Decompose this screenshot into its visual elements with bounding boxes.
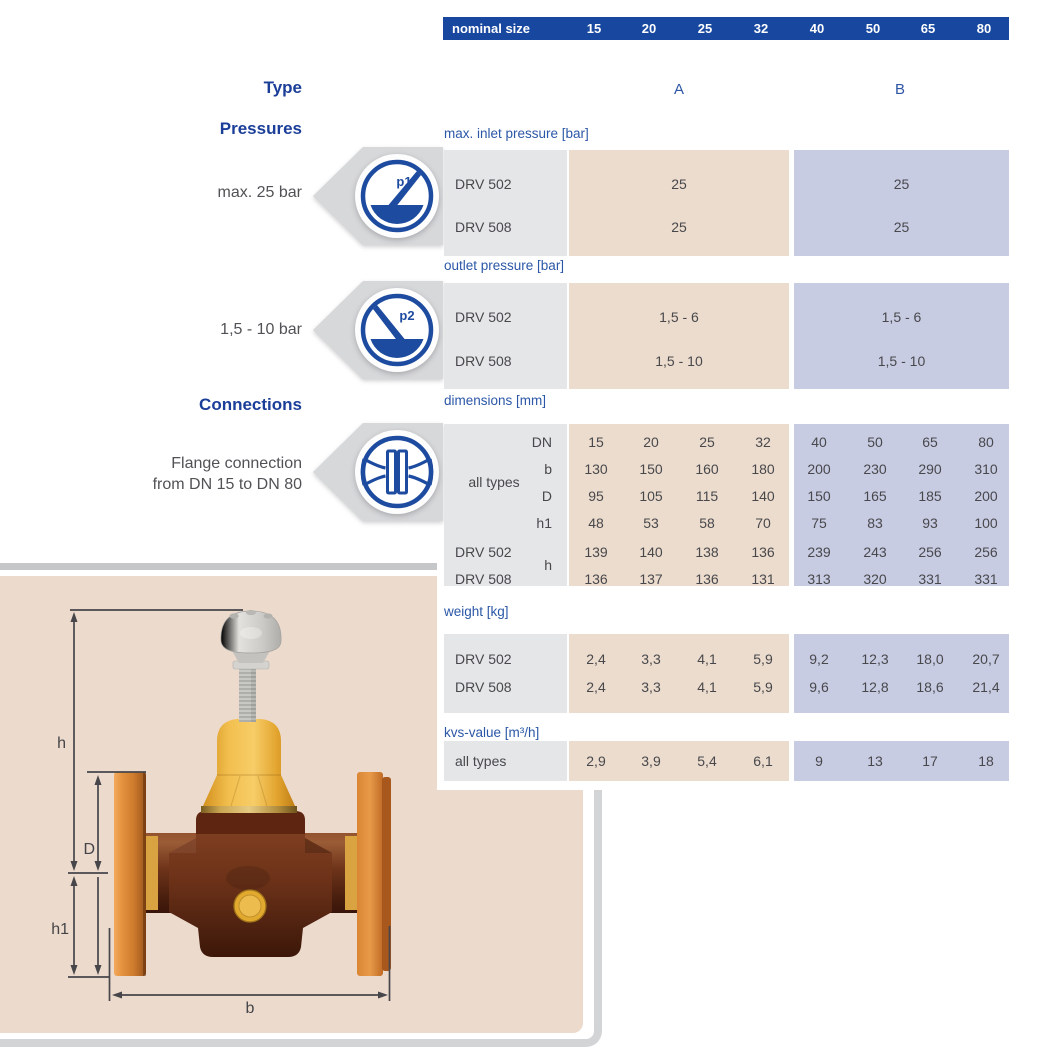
value-cell: 313 (807, 571, 831, 587)
p1-gauge-icon (307, 144, 447, 248)
row-label: DRV 502 (455, 651, 512, 667)
value-cell: 256 (918, 544, 942, 560)
value-cell: 9 (815, 753, 823, 769)
value-cell: 83 (867, 515, 883, 531)
table-row (444, 433, 1009, 451)
value-cell: 138 (695, 544, 719, 560)
type-heading: Type (263, 78, 302, 97)
nominal-size-value: 65 (920, 21, 936, 36)
value-cell: 115 (695, 488, 719, 504)
valve-flange-left (114, 772, 146, 976)
value-cell: 70 (755, 515, 771, 531)
value-cell: 48 (588, 515, 604, 531)
row-label: DRV 508 (455, 219, 512, 235)
value-cell: 3,9 (641, 753, 661, 769)
value-cell: 200 (974, 488, 998, 504)
value-cell: 25 (699, 434, 715, 450)
value-cell: 239 (807, 544, 831, 560)
value-cell: 137 (639, 571, 663, 587)
value-cell: 5,4 (697, 753, 717, 769)
table-row (444, 752, 1009, 770)
nominal-size-value: 40 (809, 21, 825, 36)
type-b-label: B (894, 81, 905, 98)
value-cell: 15 (588, 434, 604, 450)
value-cell: 18,0 (916, 651, 944, 667)
value-cell: 131 (751, 571, 775, 587)
value-group-b: 25 (893, 176, 910, 192)
value-cell: 58 (699, 515, 715, 531)
value-cell: 136 (751, 544, 775, 560)
value-group-a: 25 (671, 176, 687, 192)
row-label: DRV 502 (455, 309, 512, 325)
value-cell: 6,1 (753, 753, 773, 769)
value-cell: 256 (974, 544, 998, 560)
row-label: all types (455, 753, 507, 769)
table-row (444, 678, 1009, 696)
value-cell: 136 (695, 571, 719, 587)
value-cell: 17 (922, 753, 938, 769)
value-cell: 2,9 (586, 753, 606, 769)
value-group-a: 25 (671, 219, 687, 235)
value-cell: 331 (974, 571, 998, 587)
value-cell: 180 (751, 461, 775, 477)
value-cell: 2,4 (586, 679, 606, 695)
value-cell: 185 (918, 488, 942, 504)
value-cell: 13 (867, 753, 883, 769)
nominal-size-value: 80 (976, 21, 992, 36)
value-cell: 139 (584, 544, 608, 560)
row-label: b (544, 461, 552, 477)
value-cell: 65 (922, 434, 938, 450)
value-cell: 140 (639, 544, 663, 560)
pressures-heading: Pressures (219, 119, 302, 138)
value-cell: 200 (807, 461, 831, 477)
kvs-table (444, 741, 1009, 781)
value-cell: 32 (755, 434, 771, 450)
value-group-b: 25 (893, 219, 910, 235)
dimensions-table (444, 424, 1009, 586)
table-row (444, 543, 1009, 561)
value-cell: 75 (811, 515, 827, 531)
dim-label-h1: h1 (51, 921, 69, 938)
panel-top-divider (0, 563, 437, 570)
value-cell: 310 (974, 461, 998, 477)
nominal-size-value: 15 (586, 21, 602, 36)
kvs-heading: kvs-value [m³/h] (444, 725, 540, 740)
value-cell: 50 (867, 434, 883, 450)
table-row (444, 352, 1009, 370)
row-label: DRV 502 (455, 544, 512, 560)
outlet-pressure-table (444, 283, 1009, 389)
valve-brass-ring (201, 806, 297, 813)
value-cell: 243 (863, 544, 887, 560)
value-cell: 3,3 (641, 651, 661, 667)
value-cell: 150 (639, 461, 663, 477)
value-cell: 150 (807, 488, 831, 504)
nominal-size-label: nominal size (452, 21, 531, 36)
value-cell: 53 (643, 515, 659, 531)
type-a-label: A (673, 81, 684, 98)
value-cell: 18 (978, 753, 994, 769)
table-row (444, 460, 1009, 478)
value-group-b: 1,5 - 10 (877, 353, 926, 369)
flange-connection-text: Flange connection from DN 15 to DN 80 (152, 455, 302, 493)
value-cell: 331 (918, 571, 942, 587)
value-cell: 3,3 (641, 679, 661, 695)
value-cell: 230 (863, 461, 887, 477)
table-row (444, 175, 1009, 193)
value-cell: 320 (863, 571, 887, 587)
value-cell: 20,7 (972, 651, 1000, 667)
outlet-range-text: 1,5 - 10 bar (220, 321, 302, 338)
value-cell: 105 (639, 488, 663, 504)
table-row (444, 514, 1009, 532)
value-cell: 20 (643, 434, 659, 450)
value-cell: 12,3 (861, 651, 889, 667)
value-cell: 130 (584, 461, 608, 477)
nominal-size-value: 32 (753, 21, 769, 36)
dim-label-b: b (245, 1000, 255, 1017)
value-cell: 136 (584, 571, 608, 587)
nominal-size-value: 20 (641, 21, 657, 36)
weight-heading: weight [kg] (444, 604, 509, 619)
row-label: DN (531, 434, 552, 450)
nominal-size-value: 25 (697, 21, 713, 36)
all-types-label: all types (468, 474, 520, 490)
valve-flange-right (357, 772, 383, 976)
p1-label: p1 (396, 174, 412, 189)
row-label: DRV 508 (455, 571, 512, 587)
value-cell: 12,8 (861, 679, 889, 695)
value-cell: 18,6 (916, 679, 944, 695)
valve-bonnet (203, 719, 295, 806)
weight-table (444, 634, 1009, 713)
table-row (444, 487, 1009, 505)
value-cell: 4,1 (697, 679, 717, 695)
nominal-size-value: 50 (865, 21, 881, 36)
flange-connection-icon (307, 420, 447, 524)
row-label: D (541, 488, 552, 504)
value-cell: 160 (695, 461, 719, 477)
dim-label-D: D (83, 841, 95, 858)
value-cell: 9,2 (809, 651, 829, 667)
value-cell: 80 (978, 434, 994, 450)
row-label: DRV 508 (455, 353, 512, 369)
value-group-a: 1,5 - 6 (659, 309, 699, 325)
value-cell: 140 (751, 488, 775, 504)
inlet-pressure-heading: max. inlet pressure [bar] (444, 126, 589, 141)
max-pressure-text: max. 25 bar (217, 184, 302, 201)
table-row (444, 308, 1009, 326)
value-cell: 9,6 (809, 679, 829, 695)
value-cell: 93 (922, 515, 938, 531)
value-cell: 100 (974, 515, 998, 531)
value-cell: 5,9 (753, 651, 773, 667)
table-row (444, 650, 1009, 668)
value-group-b: 1,5 - 6 (881, 309, 922, 325)
value-cell: 21,4 (972, 679, 1000, 695)
h-group-label: h (544, 557, 552, 573)
row-label: h1 (536, 515, 552, 531)
valve-gasket-right (345, 836, 357, 910)
table-row (444, 218, 1009, 236)
row-label: DRV 508 (455, 679, 512, 695)
p2-gauge-icon (307, 278, 447, 382)
value-cell: 5,9 (753, 679, 773, 695)
p2-label: p2 (399, 308, 415, 323)
nominal-size-header (443, 17, 1009, 40)
value-cell: 290 (918, 461, 942, 477)
row-label: DRV 502 (455, 176, 512, 192)
table-row (444, 570, 1009, 588)
outlet-pressure-heading: outlet pressure [bar] (444, 258, 565, 273)
connections-heading: Connections (199, 395, 302, 414)
value-cell: 165 (863, 488, 887, 504)
value-cell: 2,4 (586, 651, 606, 667)
value-cell: 4,1 (697, 651, 717, 667)
value-group-a: 1,5 - 10 (655, 353, 703, 369)
value-cell: 40 (811, 434, 827, 450)
valve-body-cap (196, 811, 305, 834)
valve-gasket-left (146, 836, 158, 910)
value-cell: 95 (588, 488, 604, 504)
dim-label-h: h (57, 735, 66, 752)
inlet-pressure-table (444, 150, 1009, 256)
dimensions-heading: dimensions [mm] (444, 393, 547, 408)
